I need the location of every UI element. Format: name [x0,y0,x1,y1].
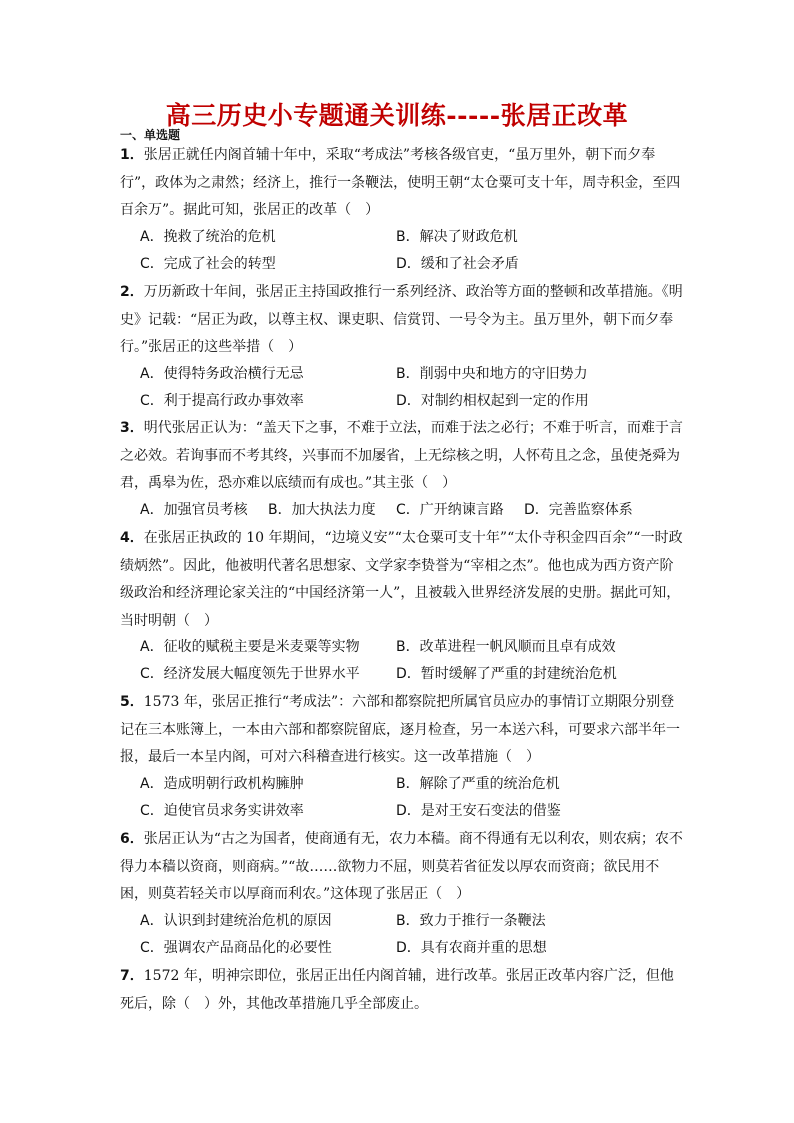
question-number: 7． [120,968,144,984]
option-c[interactable]: C．经济发展大幅度领先于世界水平 [140,666,360,682]
option-c[interactable]: C．广开纳谏言路 [396,502,504,518]
question-4 [120,525,686,635]
question-6 [120,826,686,909]
page-title: 高三历史小专题通关训练-----张居正改革 [165,101,629,130]
option-c[interactable]: C．完成了社会的转型 [140,256,276,272]
options-row [140,908,700,935]
options-row [140,361,700,388]
option-b[interactable]: B．加大执法力度 [268,502,376,518]
question-text: 在张居正执政的 10 年期间，“边境义安”“太仓粟可支十年”“太仆寺积金四百余”“一时政绩炳然”。因此，他被明代著名思想家、文学家李贽誉为“宰相之杰”。他也成为西方资产阶级政治和经济理论家关注的“中国经济第一人”，且被载入世界经济发展的史册。据此可知，当时明朝（ ） [120,530,683,629]
option-d[interactable]: D．缓和了社会矛盾 [396,256,519,272]
option-b[interactable]: B．解决了财政危机 [396,229,518,245]
question-2 [120,279,686,362]
question-text: 1573 年，张居正推行“考成法”：六部和都察院把所属官员应办的事情订立期限分别登记在三本账簿上，一本由六部和都察院留底，逐月检查，另一本送六科，可要求六部半年一报，最后一本呈内阁，可对六科稽查进行核实。这一改革措施（ ） [120,694,680,765]
options-row [140,798,700,825]
option-c[interactable]: C．利于提高行政办事效率 [140,393,304,409]
options-row [140,634,700,661]
option-d[interactable]: D．具有农商并重的思想 [396,940,547,956]
option-a[interactable]: A．认识到封建统治危机的原因 [140,913,332,929]
question-text: 万历新政十年间，张居正主持国政推行一系列经济、政治等方面的整顿和改革措施。《明史》记载：“居正为政，以尊主权、课吏职、信赏罚、一号令为主。虽万里外，朝下而夕奉行。”张居正的这些举措（ ） [120,284,683,355]
options-row [140,251,700,278]
question-5 [120,689,686,772]
option-c[interactable]: C．迫使官员求务实讲效率 [140,803,304,819]
option-a[interactable]: A．加强官员考核 [140,502,248,518]
option-b[interactable]: B．致力于推行一条鞭法 [396,913,546,929]
options-row [140,661,700,688]
options-row [140,388,700,415]
section-heading: 一、单选题 [120,128,181,142]
question-7 [120,963,686,1018]
question-number: 5． [120,694,144,710]
option-a[interactable]: A．使得特务政治横行无忌 [140,366,304,382]
option-d[interactable]: D．完善监察体系 [524,502,633,518]
option-d[interactable]: D．对制约相权起到一定的作用 [396,393,589,409]
question-number: 3． [120,420,144,436]
question-number: 2． [120,284,144,300]
question-text: 张居正就任内阁首辅十年中，采取“考成法”考核各级官吏，“虽万里外，朝下而夕奉行”，政体为之肃然；经济上，推行一条鞭法，使明王朝“太仓粟可支十年，周寺积金，至四百余万”。据此可知，张居正的改革（ ） [120,147,681,218]
question-1 [120,142,686,225]
question-3 [120,415,686,498]
options-row [140,497,700,524]
option-b[interactable]: B．削弱中央和地方的守旧势力 [396,366,588,382]
option-d[interactable]: D．暂时缓解了严重的封建统治危机 [396,666,617,682]
option-b[interactable]: B．改革进程一帆风顺而且卓有成效 [396,639,616,655]
option-d[interactable]: D．是对王安石变法的借鉴 [396,803,561,819]
option-b[interactable]: B．解除了严重的统治危机 [396,776,560,792]
options-row [140,224,700,251]
option-a[interactable]: A．征收的赋税主要是米麦粟等实物 [140,639,360,655]
question-number: 1． [120,147,144,163]
option-a[interactable]: A．造成明朝行政机构臃肿 [140,776,304,792]
option-a[interactable]: A．挽救了统治的危机 [140,229,276,245]
question-number: 6． [120,831,144,847]
options-row [140,935,700,962]
question-number: 4． [120,530,144,546]
question-text: 1572 年，明神宗即位，张居正出任内阁首辅，进行改革。张居正改革内容广泛，但他死后，除（ ）外，其他改革措施几乎全部废止。 [120,968,674,1012]
question-text: 明代张居正认为：“盖天下之事，不难于立法，而难于法之必行；不难于听言，而难于言之必效。若询事而不考其终，兴事而不加屡省，上无综核之明，人怀苟且之念，虽使尧舜为君，禹皋为佐，恐亦难以底绩而有成也。”其主张（ ） [120,420,683,491]
options-row [140,771,700,798]
question-text: 张居正认为“古之为国者，使商通有无，农力本穑。商不得通有无以利农，则农病；农不得力本穑以资商，则商病。”“故……欲物力不屈，则莫若省征发以厚农而资商；欲民用不困，则莫若轻关市以厚商而利农。”这体现了张居正（ ） [120,831,683,902]
option-c[interactable]: C．强调农产品商品化的必要性 [140,940,332,956]
